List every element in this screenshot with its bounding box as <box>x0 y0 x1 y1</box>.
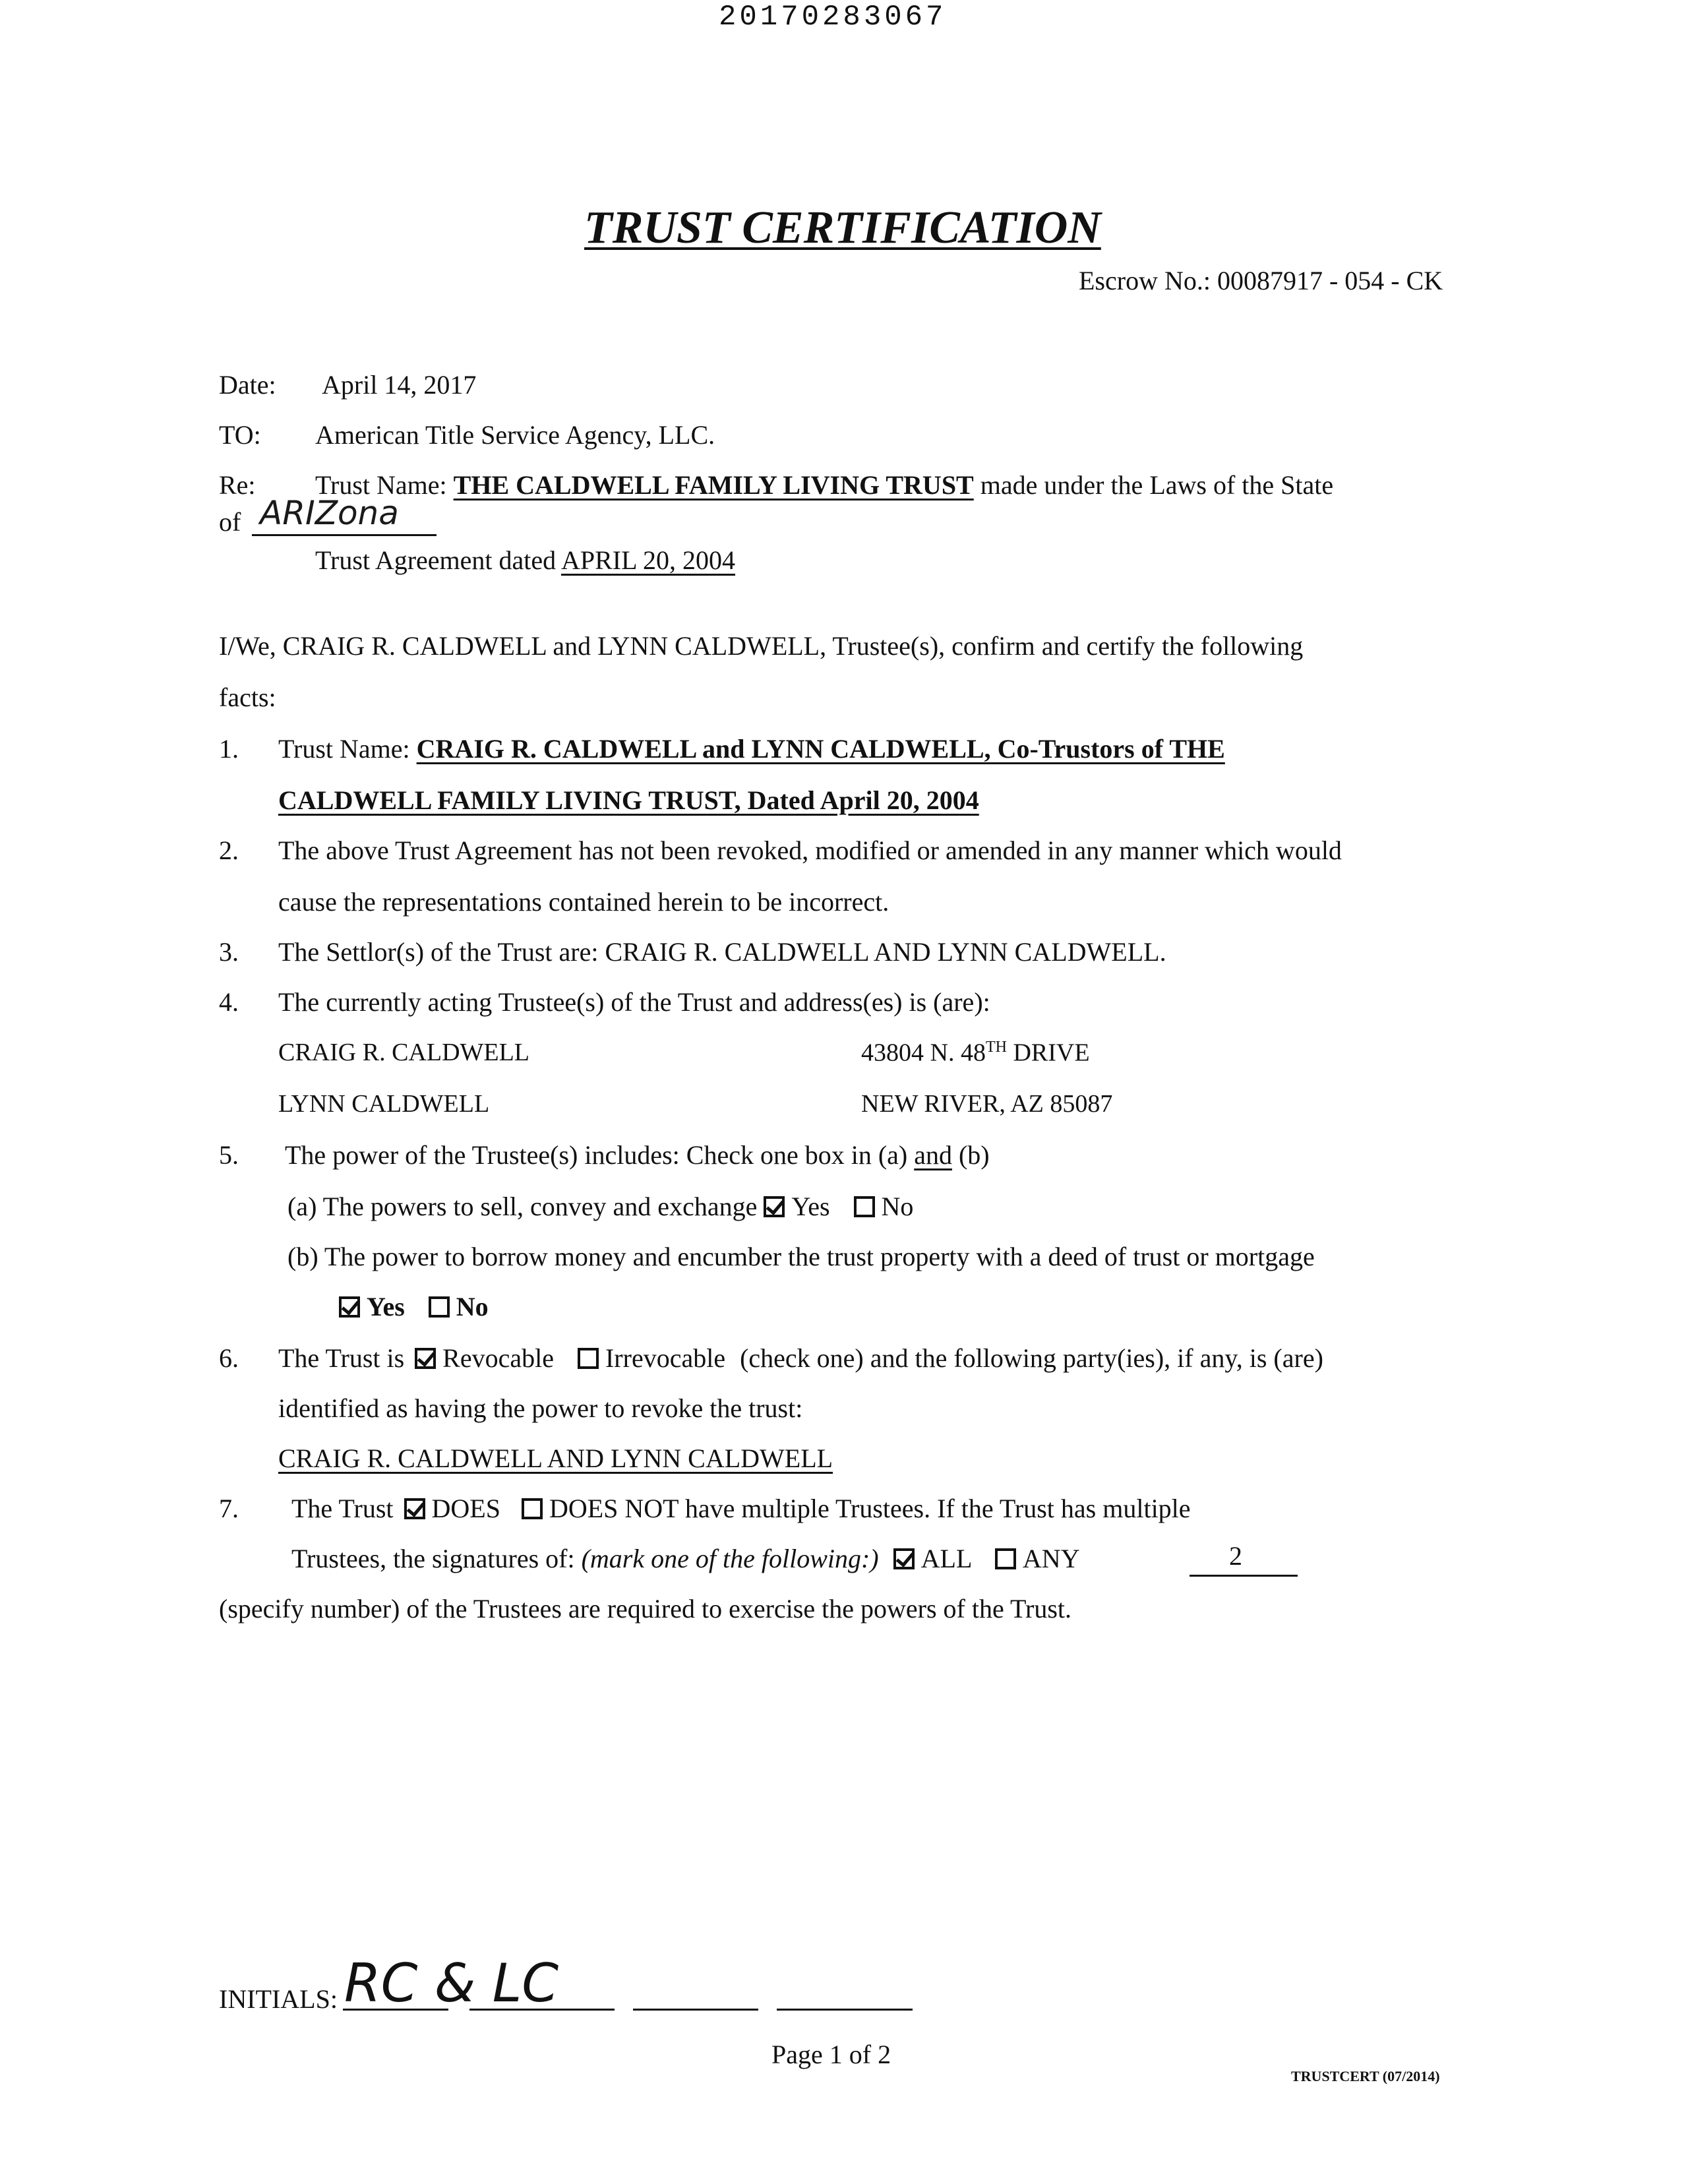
trust-name-label: Trust Name: <box>315 470 447 500</box>
item-5-text-before: The power of the Trustee(s) includes: Check one box in (a) <box>285 1140 915 1170</box>
trust-name-value: THE CALDWELL FAMILY LIVING TRUST <box>453 470 974 500</box>
item-7-line-1 <box>291 1493 1191 1525</box>
all-checkbox[interactable] <box>893 1548 915 1569</box>
item-5a <box>287 1191 913 1223</box>
all-label: ALL <box>920 1544 971 1573</box>
item-6-line-1 <box>278 1343 1323 1374</box>
item-5a-text: (a) The powers to sell, convey and exchange <box>287 1192 758 1221</box>
item-6-text-after: (check one) and the following party(ies), if any, is (are) <box>740 1343 1323 1373</box>
trustee-1-address <box>861 1038 1090 1068</box>
escrow-value: 00087917 - 054 - CK <box>1217 266 1443 295</box>
trustee-2-address: NEW RIVER, AZ 85087 <box>861 1090 1113 1118</box>
item-5b-yes-label: Yes <box>367 1292 405 1321</box>
item-5b: (b) The power to borrow money and encumber the trust property with a deed of trust or mortgage <box>287 1242 1315 1271</box>
does-checkbox[interactable] <box>404 1498 425 1519</box>
item-5-and: and <box>914 1140 952 1170</box>
item-2-number: 2. <box>219 835 239 865</box>
state-underline <box>252 534 437 536</box>
re-label: Re: <box>219 470 256 500</box>
item-1-value-1: CRAIG R. CALDWELL and LYNN CALDWELL, Co-Trustors of THE <box>416 734 1225 764</box>
initials-handwritten: RC & LC <box>344 1953 559 2014</box>
page-number: Page 1 of 2 <box>771 2040 891 2069</box>
trust-agreement-label: Trust Agreement dated <box>315 545 557 575</box>
initials-line-1 <box>343 2009 448 2011</box>
item-4-number: 4. <box>219 987 239 1017</box>
state-handwritten: ARIZona <box>260 494 399 532</box>
revocable-checkbox[interactable] <box>415 1348 436 1369</box>
re-line <box>315 470 1333 501</box>
item-7-line-2 <box>291 1543 1080 1575</box>
item-1-line-1 <box>278 733 1225 765</box>
document-title: TRUST CERTIFICATION <box>584 202 1101 253</box>
address-suffix: DRIVE <box>1006 1039 1090 1067</box>
item-5b-no-label: No <box>456 1292 489 1321</box>
does-label: DOES <box>431 1494 500 1523</box>
recording-number: 20170283067 <box>719 1 947 34</box>
item-1-label: Trust Name: <box>278 734 410 764</box>
laws-text: made under the Laws of the State <box>980 470 1334 500</box>
intro-line-2: facts: <box>219 682 276 712</box>
initials-line-2 <box>469 2009 615 2011</box>
item-5-number: 5. <box>219 1140 239 1170</box>
item-6-text-before: The Trust is <box>278 1343 405 1373</box>
to-value: American Title Service Agency, LLC. <box>315 420 715 450</box>
item-1-number: 1. <box>219 734 239 764</box>
of-label: of <box>219 507 241 537</box>
initials-line-4 <box>777 2009 913 2011</box>
escrow-label: Escrow No.: <box>1079 266 1211 295</box>
form-code: TRUSTCERT (07/2014) <box>1291 2068 1440 2084</box>
item-3-number: 3. <box>219 937 239 967</box>
item-5a-no-label: No <box>881 1192 914 1221</box>
escrow-number <box>1079 265 1443 297</box>
initials-label: INITIALS: <box>219 1984 338 2014</box>
trust-agreement-line <box>315 545 735 576</box>
item-1-line-2: CALDWELL FAMILY LIVING TRUST, Dated April 20, 2004 <box>278 785 979 815</box>
item-5b-no-checkbox[interactable] <box>429 1296 450 1318</box>
item-5b-yes-checkbox[interactable] <box>339 1296 360 1318</box>
item-6-parties: CRAIG R. CALDWELL AND LYNN CALDWELL <box>278 1443 833 1473</box>
irrevocable-checkbox[interactable] <box>578 1348 599 1369</box>
item-7-mark-one: (mark one of the following:) <box>581 1544 879 1573</box>
trustee-2-name: LYNN CALDWELL <box>278 1090 490 1118</box>
item-4-text: The currently acting Trustee(s) of the Trust and address(es) is (are): <box>278 987 990 1017</box>
item-6-number: 6. <box>219 1343 239 1373</box>
irrevocable-label: Irrevocable <box>605 1343 726 1373</box>
item-3-text: The Settlor(s) of the Trust are: CRAIG R. CALDWELL AND LYNN CALDWELL. <box>278 937 1166 967</box>
any-checkbox[interactable] <box>995 1548 1016 1569</box>
date-value: April 14, 2017 <box>322 370 477 400</box>
does-not-label: DOES NOT have multiple Trustees. If the Trust has multiple <box>549 1494 1191 1523</box>
initials-line-3 <box>633 2009 758 2011</box>
address-prefix: 43804 N. 48 <box>861 1039 986 1067</box>
intro-line-1: I/We, CRAIG R. CALDWELL and LYNN CALDWELL, Trustee(s), confirm and certify the following <box>219 631 1304 661</box>
trustee-1-name: CRAIG R. CALDWELL <box>278 1039 530 1066</box>
item-5a-no-checkbox[interactable] <box>854 1196 875 1217</box>
revocable-label: Revocable <box>442 1343 554 1373</box>
item-7-line-3: (specify number) of the Trustees are required to exercise the powers of the Trust. <box>219 1594 1072 1623</box>
does-not-checkbox[interactable] <box>522 1498 543 1519</box>
item-5a-yes-checkbox[interactable] <box>764 1196 785 1217</box>
any-label: ANY <box>1022 1544 1080 1573</box>
to-label: TO: <box>219 420 261 450</box>
any-number-line <box>1190 1575 1298 1577</box>
item-7-number: 7. <box>219 1494 239 1523</box>
address-superscript: TH <box>985 1039 1007 1056</box>
item-7-line-2-before: Trustees, the signatures of: <box>291 1544 575 1573</box>
item-6-line-2: identified as having the power to revoke the trust: <box>278 1393 803 1423</box>
date-label: Date: <box>219 370 276 400</box>
any-number-value: 2 <box>1229 1541 1242 1571</box>
item-5-text <box>285 1139 990 1171</box>
item-5a-yes-label: Yes <box>791 1192 830 1221</box>
item-2-line-2: cause the representations contained herein to be incorrect. <box>278 887 889 917</box>
item-2-line-1: The above Trust Agreement has not been revoked, modified or amended in any manner which would <box>278 835 1342 865</box>
item-5b-options <box>339 1291 489 1323</box>
trust-agreement-date: APRIL 20, 2004 <box>560 545 736 575</box>
item-5-text-after: (b) <box>951 1140 990 1170</box>
item-7-text-before: The Trust <box>291 1494 394 1523</box>
